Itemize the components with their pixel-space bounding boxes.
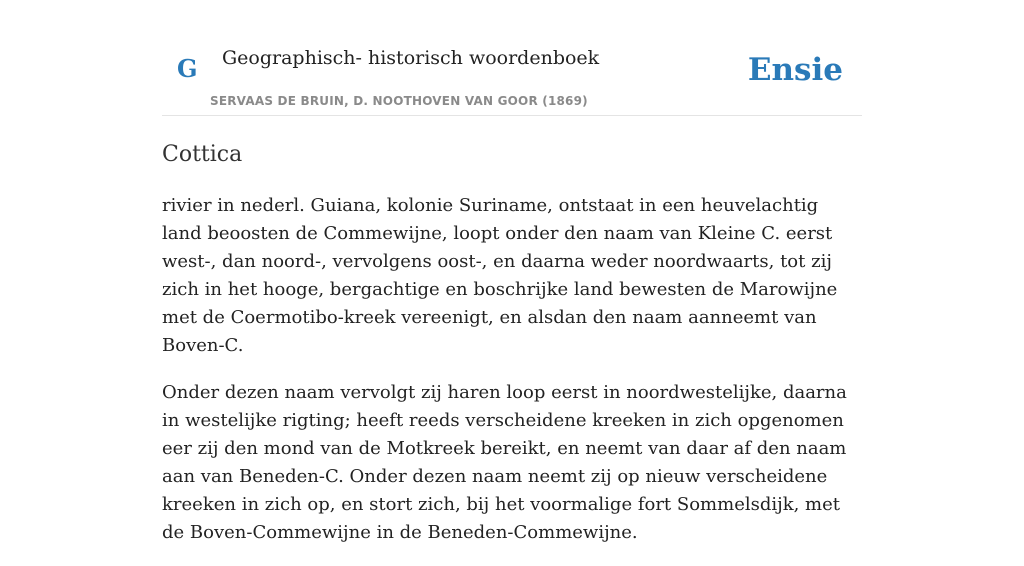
dictionary-logo-icon[interactable]: G (177, 54, 198, 83)
header (162, 0, 862, 116)
entry-paragraph: rivier in nederl. Guiana, kolonie Suriname, ontstaat in een heuvelachtig land beoosten de Commewijne, loopt onder den naam van Kleine C. eerst west-, dan noord-, vervolgens oost-, en daarna weder noordwaarts, tot zij zich in het hooge, bergachtige en boschrijke land bewesten de Marowijne met de Coermotibo-kreek vereenigt, en alsdan den naam aanneemt van Boven-C. (162, 195, 838, 356)
entry-paragraph: Onder dezen naam vervolgt zij haren loop eerst in noordwestelijke, daarna in westelijke rigting; heeft reeds verscheidene kreeken in zich opgenomen eer zij den mond van de Motkreek bereikt, en neemt van daar af den naam aan van Beneden-C. Onder dezen naam neemt zij op nieuw verscheidene kreeken in zich op, en stort zich, bij het voormalige fort Sommelsdijk, met de Boven-Commewijne in de Beneden-Commewijne. (162, 382, 847, 543)
entry-content (162, 192, 862, 566)
brand-logo[interactable]: Ensie (747, 52, 843, 88)
dictionary-author: SERVAAS DE BRUIN, D. NOOTHOVEN VAN GOOR (1869) (210, 94, 588, 108)
dictionary-title[interactable]: Geographisch- historisch woordenboek (222, 47, 600, 69)
entry-title: Cottica (162, 142, 243, 167)
page (162, 0, 862, 543)
